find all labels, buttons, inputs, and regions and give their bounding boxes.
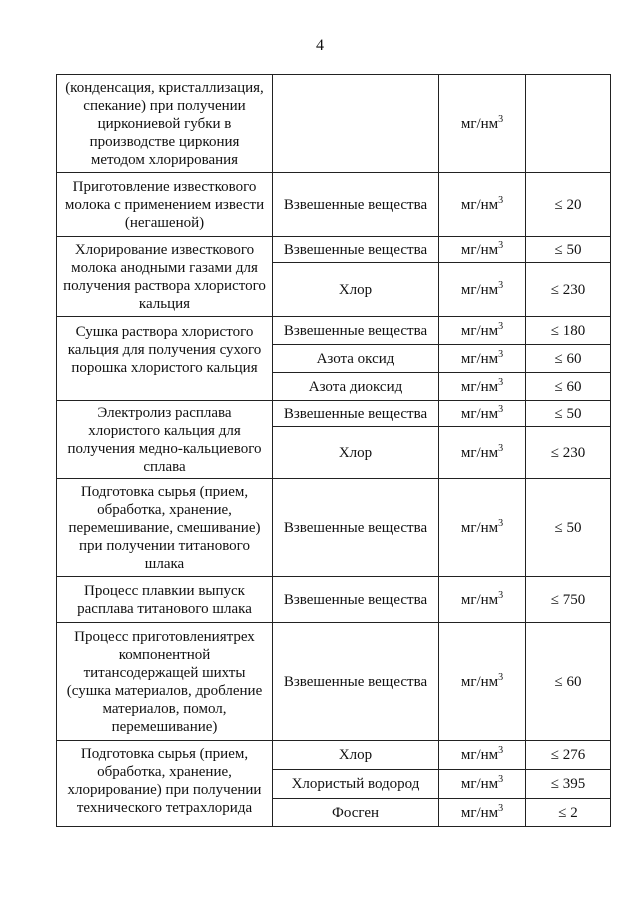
process-cell: Сушка раствора хлористого кальция для получения сухого порошка хлористого кальция bbox=[57, 317, 273, 401]
unit-exponent: 3 bbox=[498, 802, 504, 814]
unit-cell bbox=[439, 479, 526, 577]
unit-text: мг/нм bbox=[460, 747, 499, 763]
limit-value-cell: ≤ 60 bbox=[526, 345, 611, 373]
unit-exponent: 3 bbox=[498, 376, 504, 388]
unit-exponent: 3 bbox=[498, 403, 504, 415]
table-row bbox=[57, 401, 611, 427]
unit-exponent: 3 bbox=[498, 442, 504, 454]
unit-cell bbox=[439, 741, 526, 770]
process-cell: (конденсация, кристаллизация, спекание) при получении циркониевой губки в производстве циркония методом хлорирования bbox=[57, 75, 273, 173]
process-cell: Электролиз расплава хлористого кальция для получения медно-кальциевого сплава bbox=[57, 401, 273, 479]
unit-exponent: 3 bbox=[498, 348, 504, 360]
unit-text: мг/нм bbox=[460, 350, 499, 367]
limit-value-cell: ≤ 395 bbox=[526, 770, 611, 799]
process-cell: Процесс приготовлениятрех компонентной титансодержащей шихты (сушка материалов, дробление материалов, помол, перемешивание) bbox=[57, 623, 273, 741]
unit-exponent: 3 bbox=[498, 745, 504, 756]
unit-cell bbox=[439, 237, 526, 263]
limit-value-cell: ≤ 50 bbox=[526, 479, 611, 577]
unit-text: мг/нм bbox=[460, 405, 499, 422]
substance-cell: Азота оксид bbox=[273, 345, 439, 373]
process-cell: Подготовка сырья (прием, обработка, хранение, перемешивание, смешивание) при получении титанового шлака bbox=[57, 479, 273, 577]
substance-cell: Взвешенные вещества bbox=[273, 401, 439, 427]
limit-value-cell: ≤ 2 bbox=[526, 799, 611, 827]
unit-exponent: 3 bbox=[498, 239, 504, 251]
limit-value-cell: ≤ 50 bbox=[526, 401, 611, 427]
unit-text: мг/нм bbox=[460, 241, 499, 258]
unit-cell bbox=[439, 799, 526, 827]
table-row bbox=[57, 479, 611, 577]
unit-cell bbox=[439, 427, 526, 479]
table-row bbox=[57, 317, 611, 345]
unit-exponent: 3 bbox=[498, 774, 504, 785]
limit-value-cell: ≤ 276 bbox=[526, 741, 611, 770]
substance-cell: Взвешенные вещества bbox=[273, 173, 439, 237]
table-row bbox=[57, 173, 611, 237]
unit-text: мг/нм bbox=[460, 776, 499, 792]
substance-cell: Фосген bbox=[273, 799, 439, 827]
unit-text: мг/нм bbox=[460, 591, 499, 608]
substance-cell: Хлористый водород bbox=[273, 770, 439, 799]
substance-cell: Взвешенные вещества bbox=[273, 623, 439, 741]
unit-cell bbox=[439, 263, 526, 317]
limit-value-cell: ≤ 60 bbox=[526, 623, 611, 741]
limit-value-cell bbox=[526, 75, 611, 173]
substance-cell: Хлор bbox=[273, 741, 439, 770]
page-number: 4 bbox=[316, 37, 324, 54]
unit-text: мг/нм bbox=[460, 378, 499, 395]
substance-cell: Азота диоксид bbox=[273, 373, 439, 401]
limit-value-cell: ≤ 20 bbox=[526, 173, 611, 237]
limit-value-cell: ≤ 60 bbox=[526, 373, 611, 401]
table-row bbox=[57, 577, 611, 623]
unit-cell bbox=[439, 577, 526, 623]
table-row bbox=[57, 623, 611, 741]
unit-cell bbox=[439, 401, 526, 427]
unit-cell bbox=[439, 75, 526, 173]
table-row bbox=[57, 237, 611, 263]
process-cell: Подготовка сырья (прием, обработка, хранение, хлорирование) при получении технического тетрахлорида bbox=[57, 741, 273, 827]
unit-text: мг/нм bbox=[460, 519, 499, 536]
unit-exponent: 3 bbox=[498, 113, 504, 125]
process-cell: Хлорирование известкового молока анодными газами для получения раствора хлористого кальция bbox=[57, 237, 273, 317]
process-cell: Приготовление известкового молока с применением извести (негашеной) bbox=[57, 173, 273, 237]
substance-cell: Взвешенные вещества bbox=[273, 479, 439, 577]
unit-cell bbox=[439, 317, 526, 345]
process-cell: Процесс плавкии выпуск расплава титанового шлака bbox=[57, 577, 273, 623]
limit-value-cell: ≤ 180 bbox=[526, 317, 611, 345]
unit-exponent: 3 bbox=[498, 589, 504, 601]
emission-limits-table bbox=[56, 74, 611, 827]
unit-cell bbox=[439, 173, 526, 237]
unit-cell bbox=[439, 770, 526, 799]
table-row bbox=[57, 75, 611, 173]
limit-value-cell: ≤ 230 bbox=[526, 427, 611, 479]
unit-text: мг/нм bbox=[460, 196, 499, 213]
unit-text: мг/нм bbox=[460, 804, 499, 821]
table-row bbox=[57, 741, 611, 770]
substance-cell: Хлор bbox=[273, 427, 439, 479]
unit-exponent: 3 bbox=[498, 671, 504, 683]
unit-exponent: 3 bbox=[498, 517, 504, 529]
unit-exponent: 3 bbox=[498, 194, 504, 206]
unit-text: мг/нм bbox=[460, 281, 499, 298]
unit-cell bbox=[439, 345, 526, 373]
substance-cell: Хлор bbox=[273, 263, 439, 317]
limit-value-cell: ≤ 750 bbox=[526, 577, 611, 623]
unit-text: мг/нм bbox=[460, 322, 499, 339]
unit-text: мг/нм bbox=[460, 444, 499, 461]
unit-cell bbox=[439, 373, 526, 401]
substance-cell bbox=[273, 75, 439, 173]
substance-cell: Взвешенные вещества bbox=[273, 237, 439, 263]
limit-value-cell: ≤ 230 bbox=[526, 263, 611, 317]
substance-cell: Взвешенные вещества bbox=[273, 577, 439, 623]
limit-value-cell: ≤ 50 bbox=[526, 237, 611, 263]
unit-text: мг/нм bbox=[460, 115, 499, 132]
unit-text: мг/нм bbox=[460, 673, 499, 690]
substance-cell: Взвешенные вещества bbox=[273, 317, 439, 345]
unit-exponent: 3 bbox=[498, 279, 504, 291]
unit-cell bbox=[439, 623, 526, 741]
unit-exponent: 3 bbox=[498, 320, 504, 332]
